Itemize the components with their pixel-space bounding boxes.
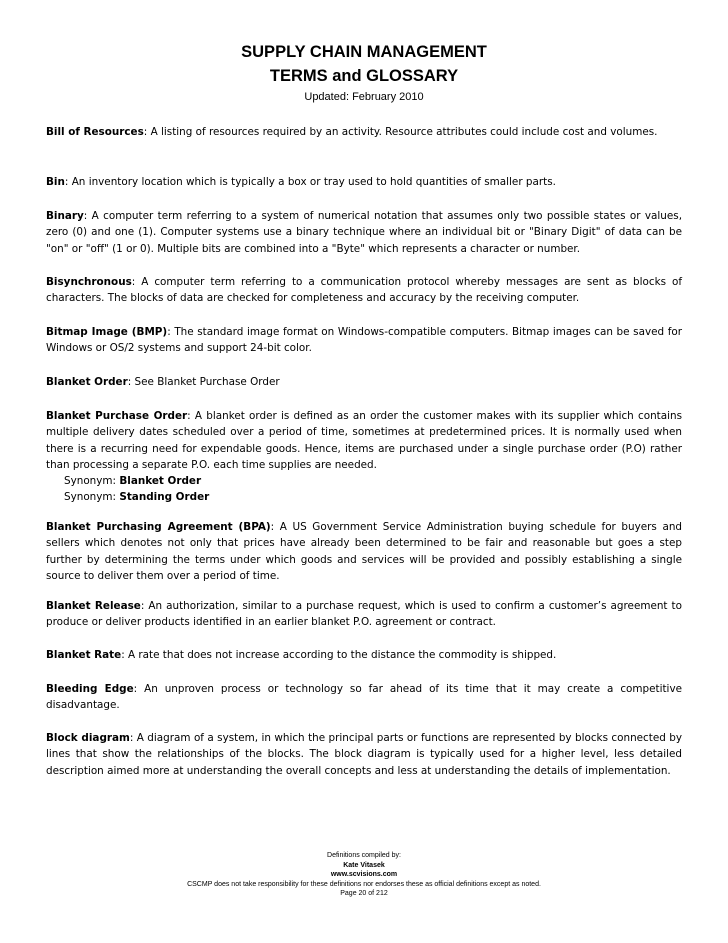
- glossary-definition: : An inventory location which is typically a box or tray used to hold quantities of smaller parts.: [64, 176, 556, 188]
- glossary-term: Bisynchronous: [46, 276, 132, 288]
- footer-compiled-by: Definitions compiled by:: [327, 852, 401, 859]
- glossary-definition: : An authorization, similar to a purchase request, which is used to confirm a customer’s agreement to produce or deliver products identified in an earlier blanket P.O. agreement or contract.: [46, 600, 682, 629]
- footer-disclaimer: CSCMP does not take responsibility for these definitions nor endorses these as official definitions except as noted.: [187, 880, 541, 888]
- glossary-entry-bill-of-resources: [46, 124, 682, 140]
- synonym-line: [46, 489, 682, 505]
- glossary-definition: : The standard image format on Windows-compatible computers. Bitmap images can be saved for Windows or OS/2 systems and support 24-bit color.: [46, 326, 682, 355]
- glossary-definition: : A computer term referring to a system of numerical notation that assumes only two possible states or values, zero (0) and one (1). Computer systems use a binary technique where an individual bit or "Binary Digit" of data can be "on" or "off" (1 or 0). Multiple bits are combined into a "Byte" which represents a character or number.: [46, 210, 682, 255]
- glossary-term: Blanket Purchasing Agreement (BPA): [46, 521, 271, 533]
- footer-page-number: Page 20 of 212: [340, 890, 388, 897]
- glossary-definition: : A computer term referring to a communication protocol whereby messages are sent as blocks of characters. The blocks of data are checked for completeness and accuracy by the receiving computer.: [46, 276, 682, 305]
- synonym-line: [46, 473, 682, 489]
- glossary-entry-block-diagram: [46, 730, 682, 779]
- glossary-entry-bisynchronous: [46, 274, 682, 307]
- glossary-term: Bill of Resources: [46, 126, 144, 138]
- synonym-label: Synonym:: [64, 491, 120, 504]
- glossary-definition: : An unproven process or technology so far ahead of its time that it may create a competitive disadvantage.: [46, 683, 682, 712]
- synonym-value: Standing Order: [119, 491, 210, 504]
- page-footer: [0, 851, 728, 899]
- glossary-definition: : A blanket order is defined as an order the customer makes with its supplier which contains multiple delivery dates scheduled over a period of time, sometimes at predetermined prices. It is normally used when there is a recurring need for expendable goods. Hence, items are purchased under a single purchase order (P.O) rather than processing a separate P.O. each time supplies are needed.: [46, 410, 682, 471]
- glossary-term: Bitmap Image (BMP): [46, 326, 168, 338]
- synonym-value: Blanket Order: [119, 475, 202, 488]
- glossary-entry-blanket-order: [46, 374, 682, 390]
- glossary-definition: : A US Government Service Administration buying schedule for buyers and sellers which denotes not only that prices have already been determined to be fair and reasonable but goes a step further by determining the terms under which goods and services will be provided and possibly establishing a single source to deliver them over a period of time.: [46, 521, 682, 582]
- glossary-entry-blanket-purchasing-agreement: [46, 519, 682, 584]
- glossary-entry-blanket-purchase-order: [46, 408, 682, 506]
- glossary-term: Bleeding Edge: [46, 683, 134, 695]
- glossary-entry-bin: [46, 174, 682, 190]
- glossary-term: Blanket Release: [46, 600, 141, 612]
- glossary-definition: : A rate that does not increase according to the distance the commodity is shipped.: [121, 649, 557, 661]
- glossary-term: Block diagram: [46, 732, 130, 744]
- glossary-definition: : See Blanket Purchase Order: [127, 376, 280, 388]
- synonym-label: Synonym:: [64, 475, 120, 488]
- glossary-term: Bin: [46, 176, 65, 188]
- updated-date: Updated: February 2010: [304, 91, 424, 103]
- glossary-term: Blanket Order: [46, 376, 128, 388]
- glossary-entry-blanket-rate: [46, 647, 682, 663]
- glossary-entry-blanket-release: [46, 598, 682, 631]
- footer-website: www.scvisions.com: [330, 871, 398, 878]
- glossary-term: Blanket Purchase Order: [46, 410, 188, 422]
- document-title-line2: TERMS and GLOSSARY: [269, 67, 459, 85]
- footer-author: Kate Vitasek: [343, 861, 385, 869]
- glossary-term: Blanket Rate: [46, 649, 122, 661]
- glossary-entry-bleeding-edge: [46, 681, 682, 714]
- glossary-term: Binary: [46, 210, 84, 222]
- glossary-entry-bitmap-image: [46, 324, 682, 357]
- glossary-definition: : A listing of resources required by an activity. Resource attributes could include cost and volumes.: [143, 126, 658, 138]
- glossary-definition: : A diagram of a system, in which the principal parts or functions are represented by blocks connected by lines that show the relationships of the blocks. The block diagram is typically used for a higher level, less detailed description aimed more at understanding the overall concepts and less at understanding the details of implementation.: [46, 732, 682, 777]
- document-title-line1: SUPPLY CHAIN MANAGEMENT: [241, 43, 487, 61]
- glossary-entry-binary: [46, 208, 682, 257]
